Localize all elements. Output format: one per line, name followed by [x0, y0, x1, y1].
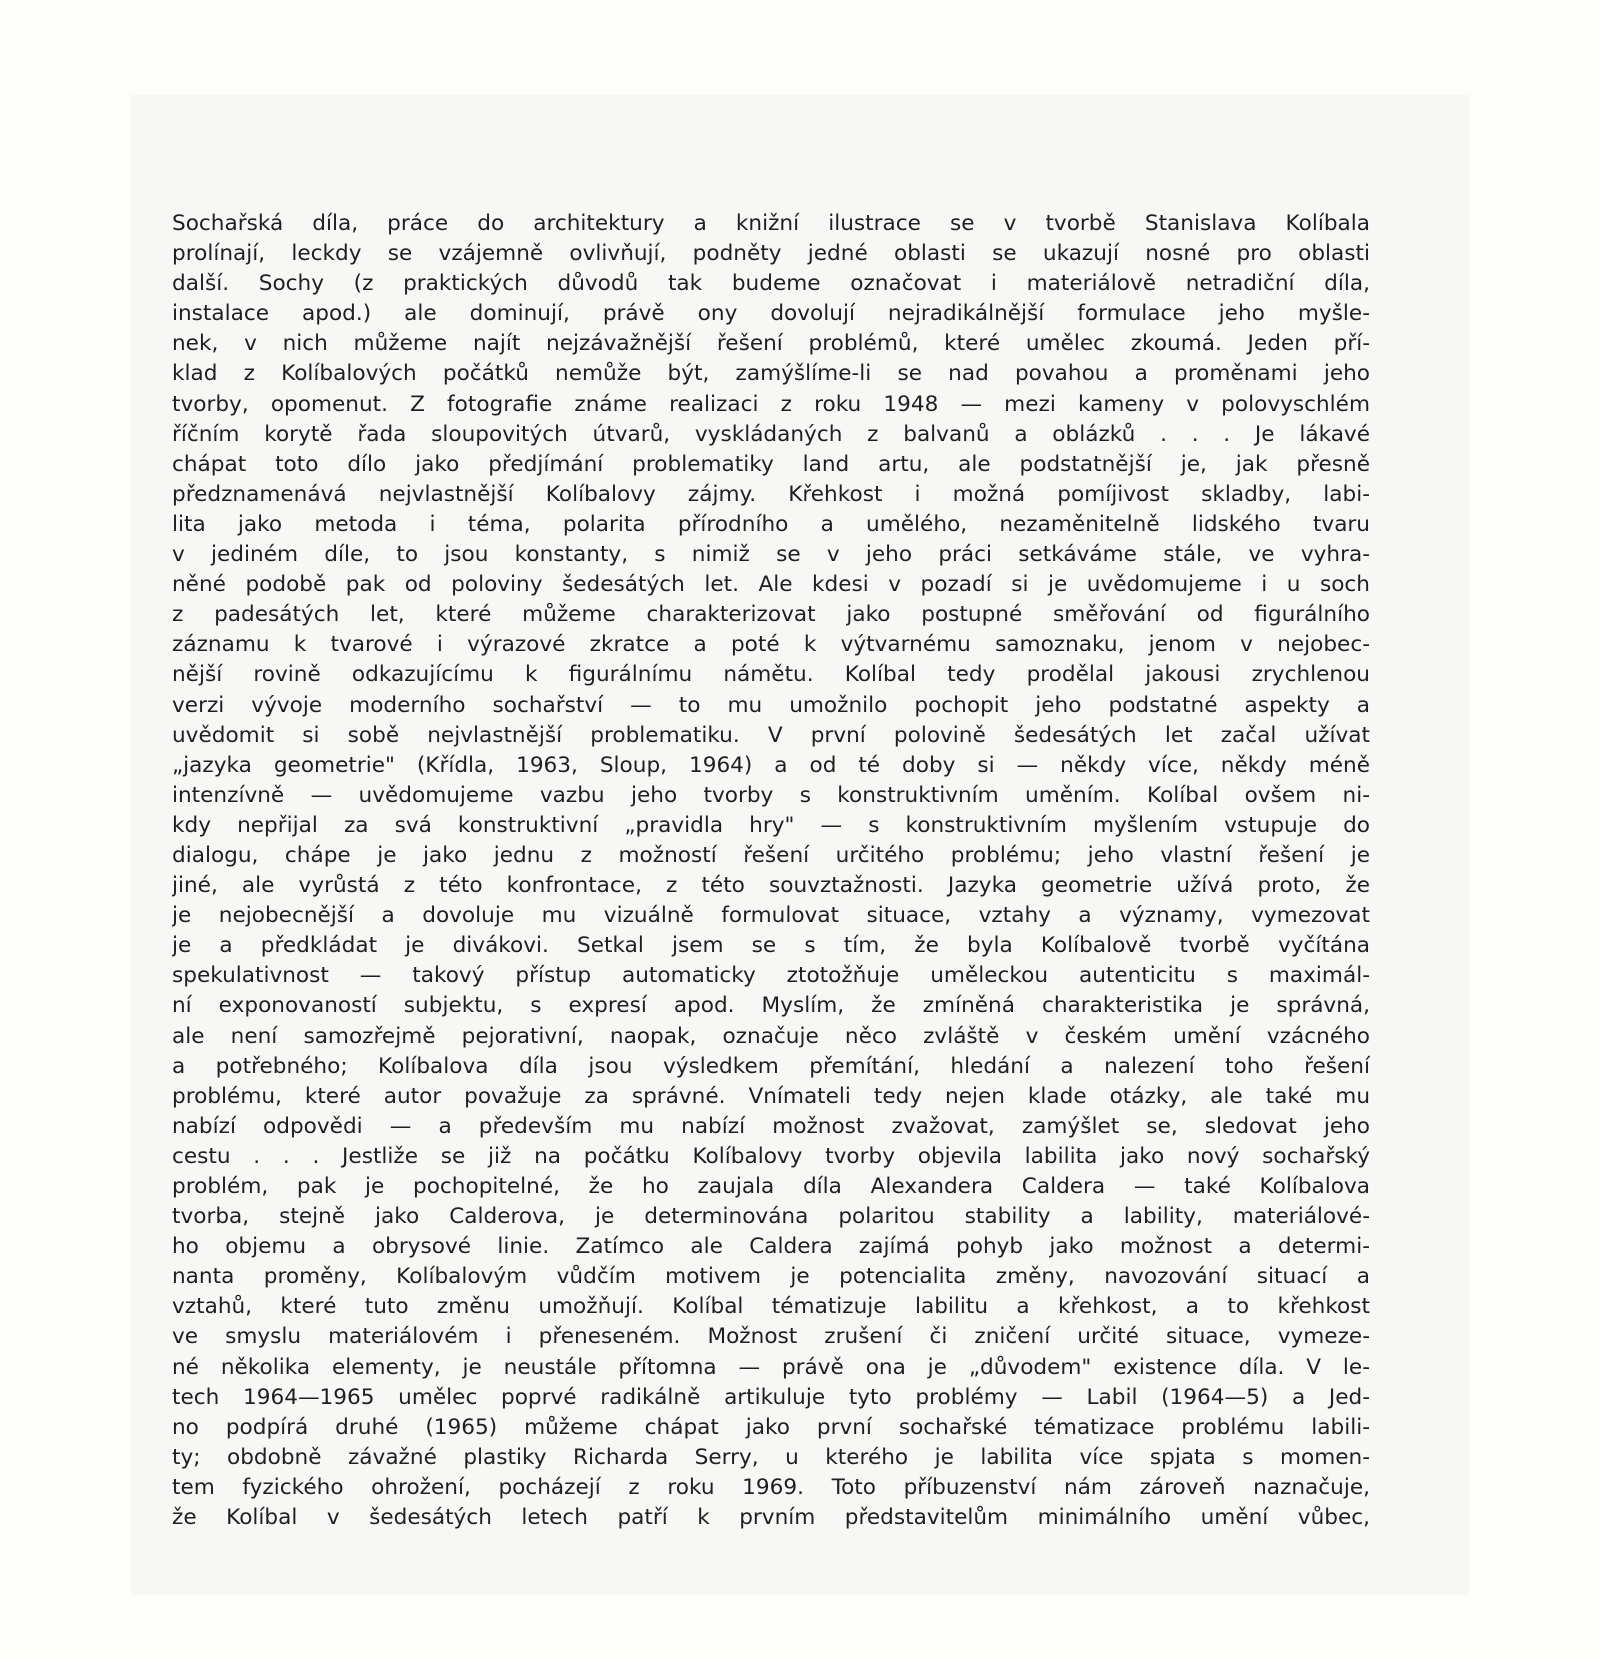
- text-line: lita jako metoda i téma, polarita přírodního a umělého, nezaměnitelně lidského tvaru: [172, 511, 1370, 537]
- text-line: v jediném díle, to jsou konstanty, s nimiž se v jeho práci setkáváme stále, ve vyhra-: [172, 542, 1370, 568]
- text-line: tvorby, opomenut. Z fotografie známe realizaci z roku 1948 — mezi kameny v polovyschlém: [172, 391, 1370, 417]
- text-line: další. Sochy (z praktických důvodů tak budeme označovat i materiálově netradiční díla,: [172, 271, 1370, 297]
- text-line: nek, v nich můžeme najít nejzávažnější řešení problémů, které umělec zkoumá. Jeden pří-: [172, 331, 1370, 357]
- text-line: uvědomit si sobě nejvlastnější problematiku. V první polovině šedesátých let začal užívat: [172, 722, 1370, 748]
- text-line: ní exponovaností subjektu, s expresí apod. Myslím, že zmíněná charakteristika je správná,: [172, 993, 1370, 1019]
- text-line: ale není samozřejmě pejorativní, naopak, označuje něco zvláště v českém umění vzácného: [172, 1023, 1370, 1049]
- text-line: „jazyka geometrie" (Křídla, 1963, Sloup, 1964) a od té doby si — někdy více, někdy méně: [172, 752, 1370, 778]
- text-line: tem fyzického ohrožení, pocházejí z roku 1969. Toto příbuzenství nám zároveň naznačuje,: [172, 1474, 1370, 1500]
- text-line: Sochařská díla, práce do architektury a knižní ilustrace se v tvorbě Stanislava Kolíbala: [172, 211, 1370, 236]
- text-line: že Kolíbal v šedesátých letech patří k prvním představitelům minimálního umění vůbec,: [172, 1505, 1370, 1531]
- text-line: problém, pak je pochopitelné, že ho zaujala díla Alexandera Caldera — také Kolíbalova: [172, 1174, 1370, 1199]
- text-line: předznamenává nejvlastnější Kolíbalovy zájmy. Křehkost i možná pomíjivost skladby, labi-: [172, 481, 1370, 507]
- text-line: no podpírá druhé (1965) můžeme chápat jako první sochařské tématizace problému labili-: [172, 1414, 1370, 1440]
- text-line: prolínají, leckdy se vzájemně ovlivňují, podněty jedné oblasti se ukazují nosné pro oblasti: [172, 241, 1370, 267]
- text-line: je nejobecnější a dovoluje mu vizuálně formulovat situace, vztahy a významy, vymezovat: [172, 903, 1370, 929]
- body-text: [172, 209, 1370, 1533]
- text-line: nější rovině odkazujícímu k figurálnímu námětu. Kolíbal tedy prodělal jakousi zrychlenou: [172, 662, 1370, 688]
- text-line: verzi vývoje moderního sochařství — to mu umožnilo pochopit jeho podstatné aspekty a: [172, 692, 1370, 718]
- text-line: problému, které autor považuje za správné. Vnímateli tedy nejen klade otázky, ale také mu: [172, 1083, 1370, 1109]
- text-line: tech 1964—1965 umělec poprvé radikálně artikuluje tyto problémy — Labil (1964—5) a Jed-: [172, 1384, 1370, 1410]
- text-line: ty; obdobně závažné plastiky Richarda Serry, u kterého je labilita více spjata s momen-: [172, 1444, 1370, 1470]
- text-line: nabízí odpovědi — a především mu nabízí možnost zvažovat, zamýšlet se, sledovat jeho: [172, 1113, 1370, 1139]
- text-line: jiné, ale vyrůstá z této konfrontace, z této souvztažnosti. Jazyka geometrie užívá proto, že: [172, 873, 1370, 899]
- text-line: né několika elementy, je neustále přítomna — právě ona je „důvodem" existence díla. V le-: [172, 1354, 1370, 1380]
- text-line: kdy nepřijal za svá konstruktivní „pravidla hry" — s konstruktivním myšlením vstupuje do: [172, 812, 1370, 838]
- text-line: intenzívně — uvědomujeme vazbu jeho tvorby s konstruktivním uměním. Kolíbal ovšem ni-: [172, 782, 1370, 808]
- text-line: tvorba, stejně jako Calderova, je determinována polaritou stability a lability, materiálové-: [172, 1204, 1370, 1230]
- text-line: spekulativnost — takový přístup automaticky ztotožňuje uměleckou autenticitu s maximál-: [172, 963, 1370, 989]
- text-line: dialogu, chápe je jako jednu z možností řešení určitého problému; jeho vlastní řešení je: [172, 842, 1370, 868]
- text-line: klad z Kolíbalových počátků nemůže být, zamýšlíme-li se nad povahou a proměnami jeho: [172, 361, 1370, 387]
- text-line: něné podobě pak od poloviny šedesátých let. Ale kdesi v pozadí si je uvědomujeme i u soch: [172, 572, 1370, 598]
- text-line: ho objemu a obrysové linie. Zatímco ale Caldera zajímá pohyb jako možnost a determi-: [172, 1234, 1370, 1260]
- text-line: vztahů, které tuto změnu umožňují. Kolíbal tématizuje labilitu a křehkost, a to křehkost: [172, 1294, 1370, 1320]
- text-line: a potřebného; Kolíbalova díla jsou výsledkem přemítání, hledání a nalezení toho řešení: [172, 1053, 1370, 1079]
- text-line: z padesátých let, které můžeme charakterizovat jako postupné směřování od figurálního: [172, 602, 1370, 628]
- text-line: cestu . . . Jestliže se již na počátku Kolíbalovy tvorby objevila labilita jako nový sochařský: [172, 1143, 1370, 1169]
- text-line: záznamu k tvarové i výrazové zkratce a poté k výtvarnému samoznaku, jenom v nejobec-: [172, 632, 1370, 658]
- text-line: je a předkládat je divákovi. Setkal jsem se s tím, že byla Kolíbalově tvorbě vyčítána: [172, 933, 1370, 959]
- text-line: říčním korytě řada sloupovitých útvarů, vyskládaných z balvanů a oblázků . . . Je lákavé: [172, 421, 1370, 447]
- text-line: ve smyslu materiálovém i přeneseném. Možnost zrušení či zničení určité situace, vymeze-: [172, 1324, 1370, 1350]
- text-line: nanta proměny, Kolíbalovým vůdčím motivem je potencialita změny, navozování situací a: [172, 1264, 1370, 1290]
- text-line: instalace apod.) ale dominují, právě ony dovolují nejradikálnější formulace jeho myšle-: [172, 301, 1370, 327]
- text-line: chápat toto dílo jako předjímání problematiky land artu, ale podstatnější je, jak přesně: [172, 451, 1370, 477]
